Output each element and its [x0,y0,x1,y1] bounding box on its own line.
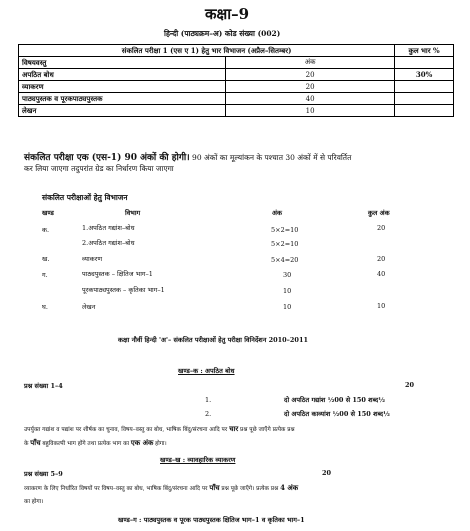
section-b-question-label: प्रश्न संख्या 5–9 [24,470,63,478]
section-b-desc-line1: व्याकरण के लिए निर्धारित विषयों पर विषय–वस्तु का बोध, भाषिक बिंदु/संरचना आदि पर पाँच प्रश्न पूछे जाएँगे। प्रत्येक प्रश्न 4 अंक [24,483,299,492]
spec-heading: कक्षा नौवीं हिन्दी 'अ'– संकलित परीक्षाओं हेतु परीक्षा विनिर्देशन 2010–2011 [118,336,309,344]
weight-table-sub-marks: अंक [226,57,395,69]
paragraph-intro-line2: कर लिया जाएगा तदुपरांत ग्रेड का निर्धारण किया जाएगा [24,164,174,173]
weight-table-sub-subject: विषयवस्तु [19,57,226,69]
section-b-desc-line2: का होगा। [24,499,44,505]
table-row: पाठ्यपुस्तक व पूरकपाठ्यपुस्तक 40 [19,93,454,105]
table-row: व्याकरण 20 [19,81,454,93]
weight-table-header-total: कुल भार % [395,45,454,57]
class-title: कक्षा–9 [205,5,250,23]
section-a-item: दो अपठित गद्यांश ½00 से 150 शब्द½ [284,396,385,404]
col-header-total: कुल अंक [368,209,390,217]
section-a-desc-line2: के पाँच बहुविकल्पी भाग होंगे तथा प्रत्येक भाग का एक अंक होगा। [24,438,167,447]
subtitle: हिन्दी (पाठ्यक्रम–अ) कोड संख्या (002) [164,29,281,38]
section-a-marks: 20 [405,381,415,389]
section-a-heading: खण्ड–क : अपठित बोध [178,367,235,375]
col-header-part: विभाग [125,209,141,217]
section-b-heading: खण्ड–ख : व्यावहारिक व्याकरण [160,456,236,464]
weight-table [18,44,454,117]
section-a-item: दो अपठित काव्यांश ½00 से 150 शब्द½ [284,410,390,418]
table-row: लेखन 10 [19,105,454,117]
division-title: संकलित परीक्षाओं हेतु विभाजन [42,193,128,202]
table-row: अपठित बोध 20 30% [19,69,454,81]
section-a-question-label: प्रश्न संख्या 1–4 [24,382,63,390]
weight-table-header: संकलित परीक्षा 1 (एस ए 1) हेतु भार विभाजन (अप्रैल–सितम्बर) [19,45,395,57]
section-c-heading: खण्ड–ग : पाठ्यपुस्तक व पूरक पाठ्यपुस्तक क्षितिज भाग–1 व कृतिका भाग–1 [118,516,305,524]
section-a-item-num: 1. [205,396,212,404]
col-header-section: खण्ड [42,209,54,217]
section-a-item-num: 2. [205,410,212,418]
col-header-marks: अंक [272,209,282,217]
section-a-desc-line1: उपर्युक्त गद्यांश व पद्यांश पर शीर्षक का चुनाव, विषय–वस्तु का बोध, भाषिक बिंदु/संरचना आदि पर चार प्रश्न पूछे जाएँगे प्रत्येक प्रश्न [24,424,295,433]
paragraph-intro: संकलित परीक्षा एक (एस-1) 90 अंकों की होगी। 90 अंकों का मूल्यांकन के पश्चात 30 अंकों में से परिवर्तित [24,153,352,163]
section-b-marks: 20 [322,469,332,477]
